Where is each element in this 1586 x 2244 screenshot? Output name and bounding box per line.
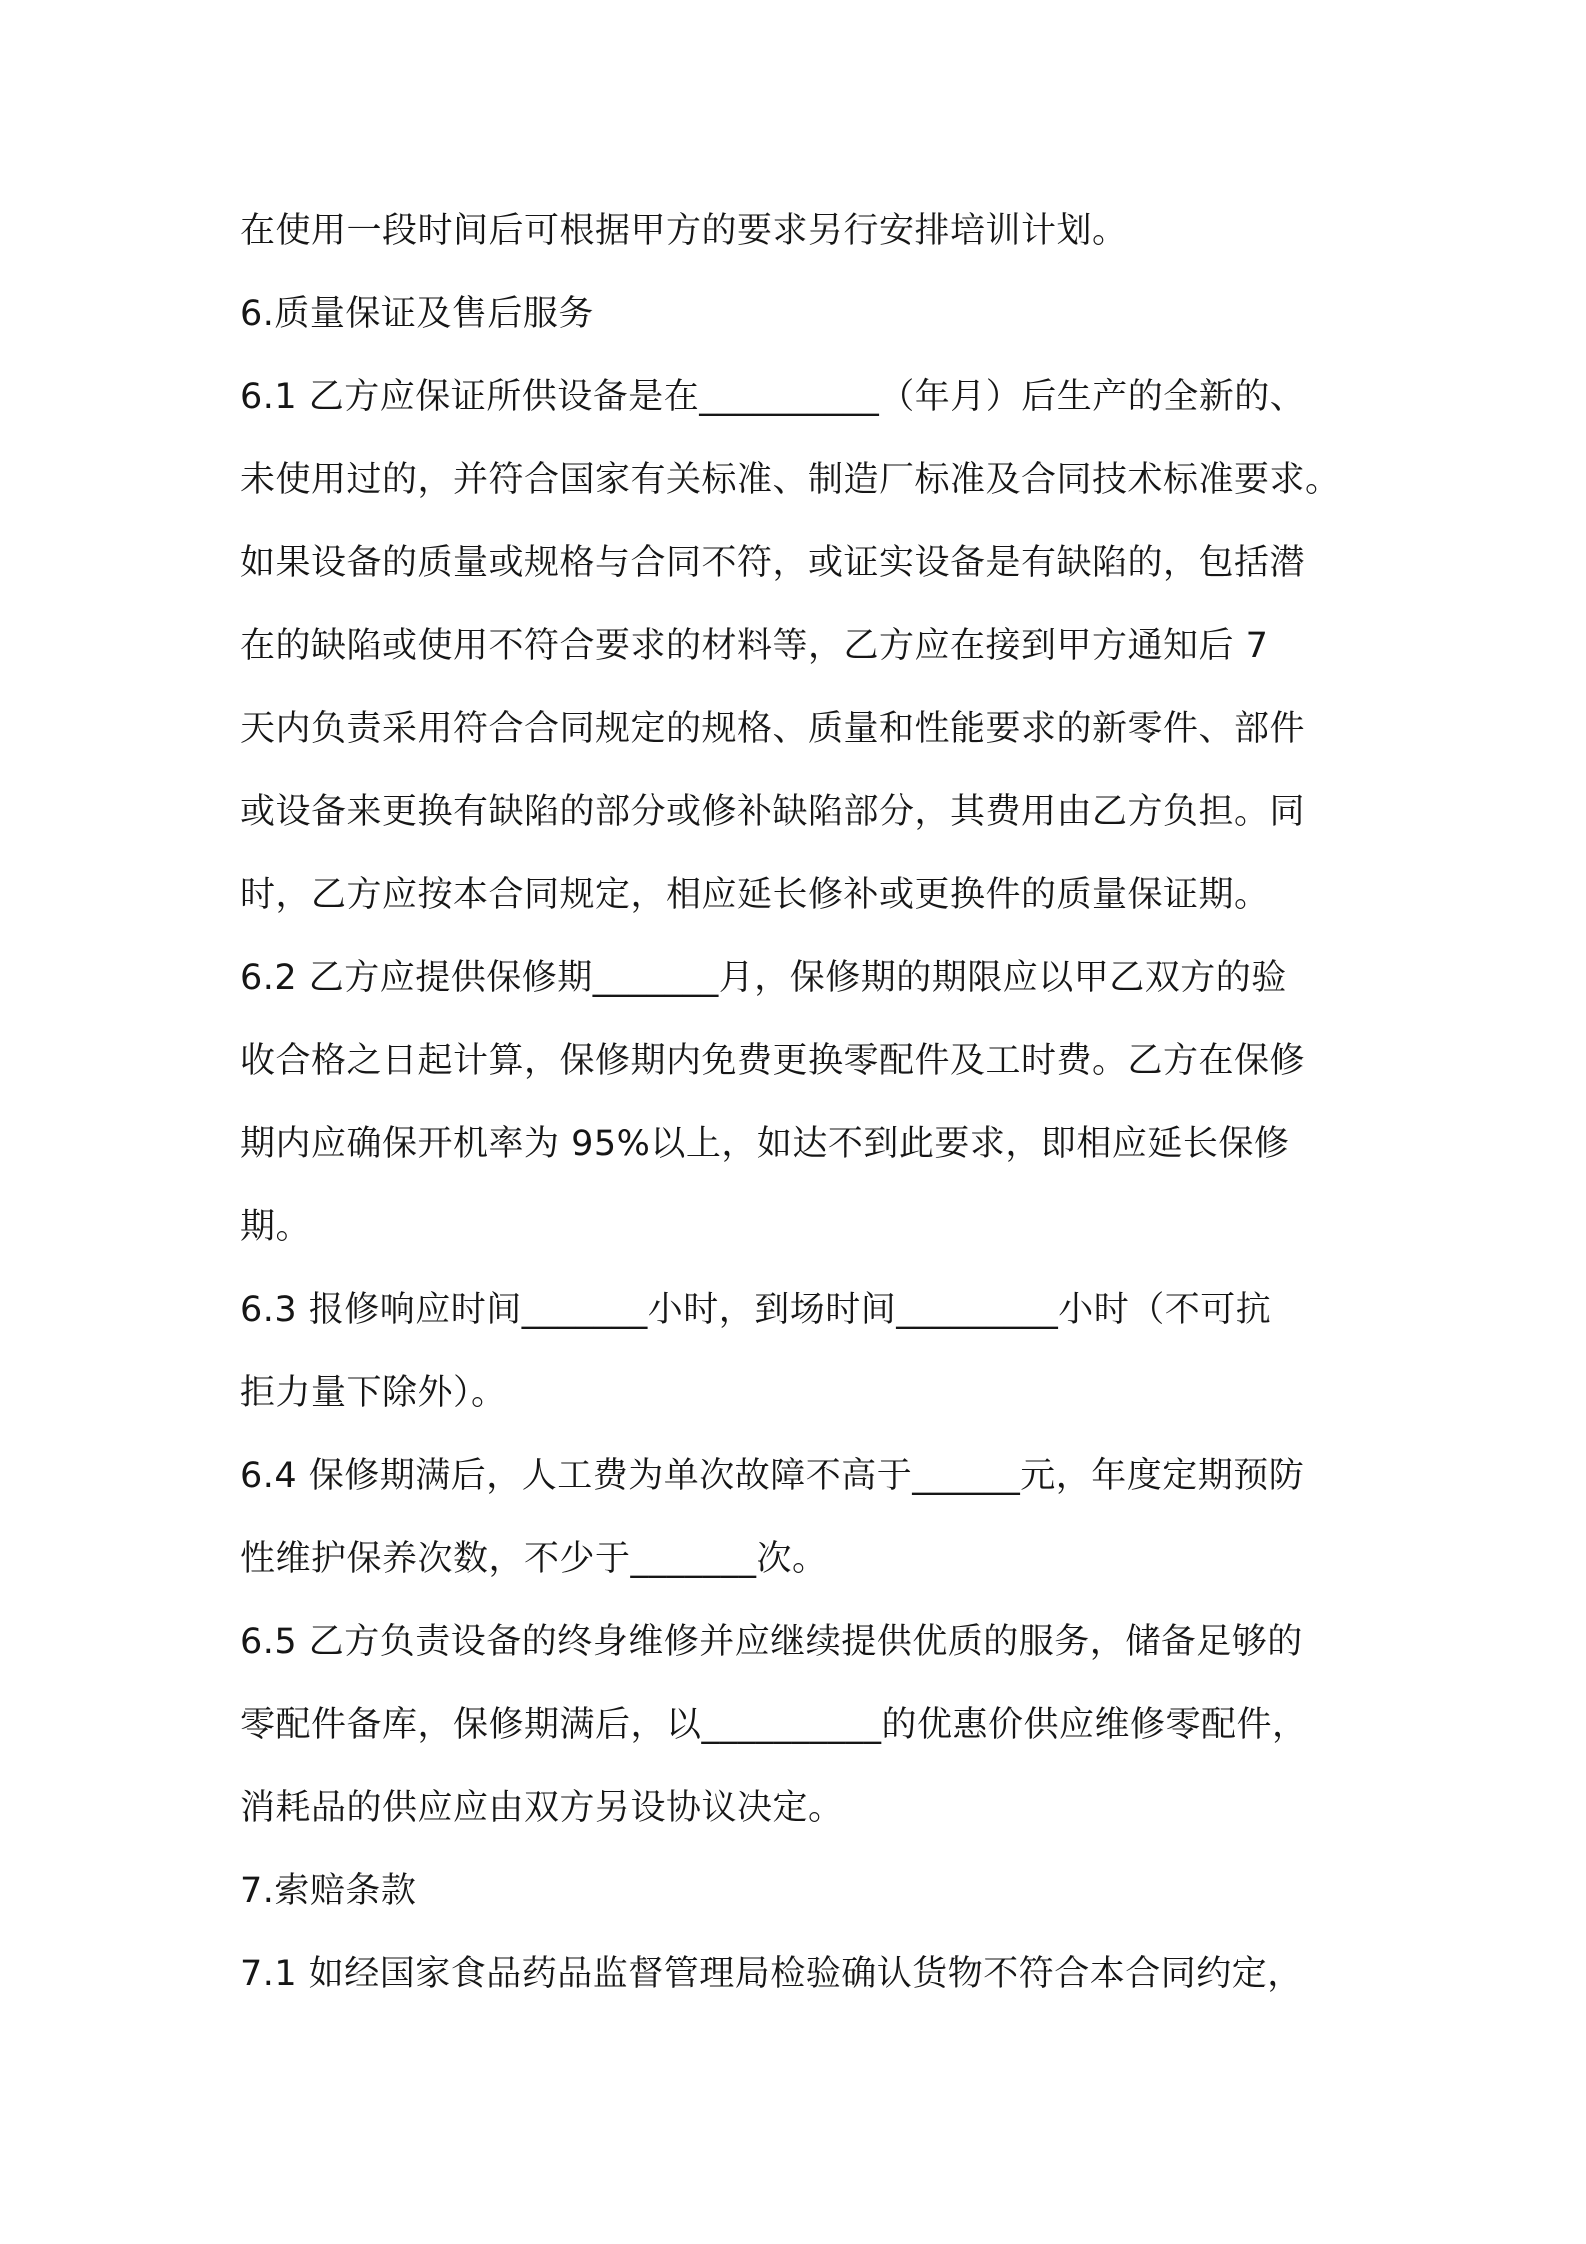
text-line: 6.3 报修响应时间_______小时，到场时间_________小时（不可抗 bbox=[240, 1290, 1272, 1330]
text-line: 时，乙方应按本合同规定，相应延长修补或更换件的质量保证期。 bbox=[240, 875, 1270, 915]
text-line: 性维护保养次数，不少于_______次。 bbox=[240, 1539, 828, 1579]
text-line: 6.1 乙方应保证所供设备是在__________（年月）后生产的全新的、 bbox=[240, 377, 1306, 417]
text-line: 期内应确保开机率为 95%以上，如达不到此要求，即相应延长保修 bbox=[240, 1124, 1290, 1164]
text-line: 期。 bbox=[240, 1207, 312, 1247]
text-line: 收合格之日起计算，保修期内免费更换零配件及工时费。乙方在保修 bbox=[240, 1041, 1306, 1081]
text-line: 在使用一段时间后可根据甲方的要求另行安排培训计划。 bbox=[240, 211, 1128, 251]
section-heading: 6.质量保证及售后服务 bbox=[240, 294, 594, 334]
text-line: 拒力量下除外）。 bbox=[240, 1373, 507, 1413]
text-line: 在的缺陷或使用不符合要求的材料等，乙方应在接到甲方通知后 7 bbox=[240, 626, 1269, 666]
text-line: 天内负责采用符合合同规定的规格、质量和性能要求的新零件、部件 bbox=[240, 709, 1306, 749]
text-line: 零配件备库，保修期满后，以__________的优惠价供应维修零配件， bbox=[240, 1705, 1308, 1745]
document-body bbox=[240, 190, 1370, 2016]
text-line: 或设备来更换有缺陷的部分或修补缺陷部分，其费用由乙方负担。同 bbox=[240, 792, 1306, 832]
text-line: 6.5 乙方负责设备的终身维修并应继续提供优质的服务，储备足够的 bbox=[240, 1622, 1303, 1662]
text-line: 未使用过的，并符合国家有关标准、制造厂标准及合同技术标准要求。 bbox=[240, 460, 1341, 500]
text-line: 如果设备的质量或规格与合同不符，或证实设备是有缺陷的，包括潜 bbox=[240, 543, 1306, 583]
text-line: 6.2 乙方应提供保修期_______月，保修期的期限应以甲乙双方的验 bbox=[240, 958, 1287, 998]
text-line: 消耗品的供应应由双方另设协议决定。 bbox=[240, 1788, 844, 1828]
text-line: 6.4 保修期满后，人工费为单次故障不高于______元，年度定期预防 bbox=[240, 1456, 1305, 1496]
section-heading: 7.索赔条款 bbox=[240, 1871, 417, 1911]
text-line: 7.1 如经国家食品药品监督管理局检验确认货物不符合本合同约定， bbox=[240, 1954, 1303, 1994]
